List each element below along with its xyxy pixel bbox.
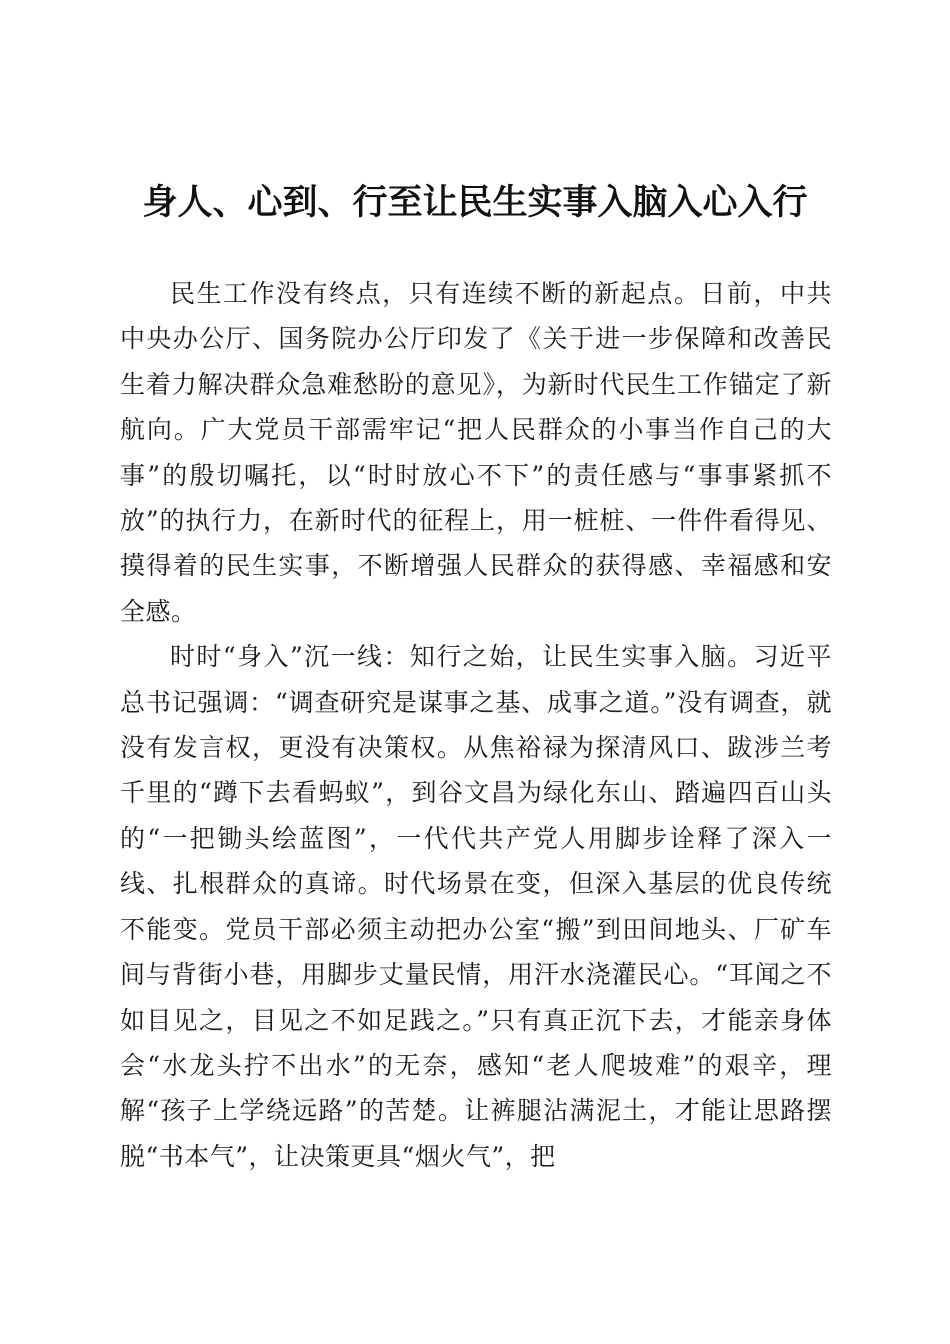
document-title: 身人、心到、行至让民生实事入脑入心入行 [142,182,808,223]
paragraph-shenru: 时时“身入”沉一线：知行之始，让民生实事入脑。习近平总书记强调：“调查研究是谋事之基、成事之道。”没有调查，就没有发言权，更没有决策权。从焦裕禄为探清风口、跋涉兰考千里的“蹲下去看蚂蚁”，到谷文昌为绿化东山、踏遍四百山头的“一把锄头绘蓝图”，一代代共产党人用脚步诠释了深入一线、扎根群众的真谛。时代场景在变，但深入基层的优良传统不能变。党员干部必须主动把办公室“搬”到田间地头、厂矿车间与背街小巷，用脚步丈量民情，用汗水浇灌民心。“耳闻之不如目见之，目见之不如足践之。”只有真正沉下去，才能亲身体会“水龙头拧不出水”的无奈，感知“老人爬坡难”的艰辛，理解“孩子上学绕远路”的苦楚。让裤腿沾满泥土，才能让思路摆脱“书本气”，让决策更具“烟火气”，把 [120,642,832,1171]
paragraph-intro: 民生工作没有终点，只有连续不断的新起点。日前，中共中央办公厅、国务院办公厅印发了《关于进一步保障和改善民生着力解决群众急难愁盼的意见》，为新时代民生工作锚定了新航向。广大党员干部需牢记“把人民群众的小事当作自己的大事”的殷切嘱托，以“时时放心不下”的责任感与“事事紧抓不放”的执行力，在新时代的征程上，用一桩桩、一件件看得见、摸得着的民生实事，不断增强人民群众的获得感、幸福感和安全感。 [120,279,832,626]
document-body [120,271,832,1179]
